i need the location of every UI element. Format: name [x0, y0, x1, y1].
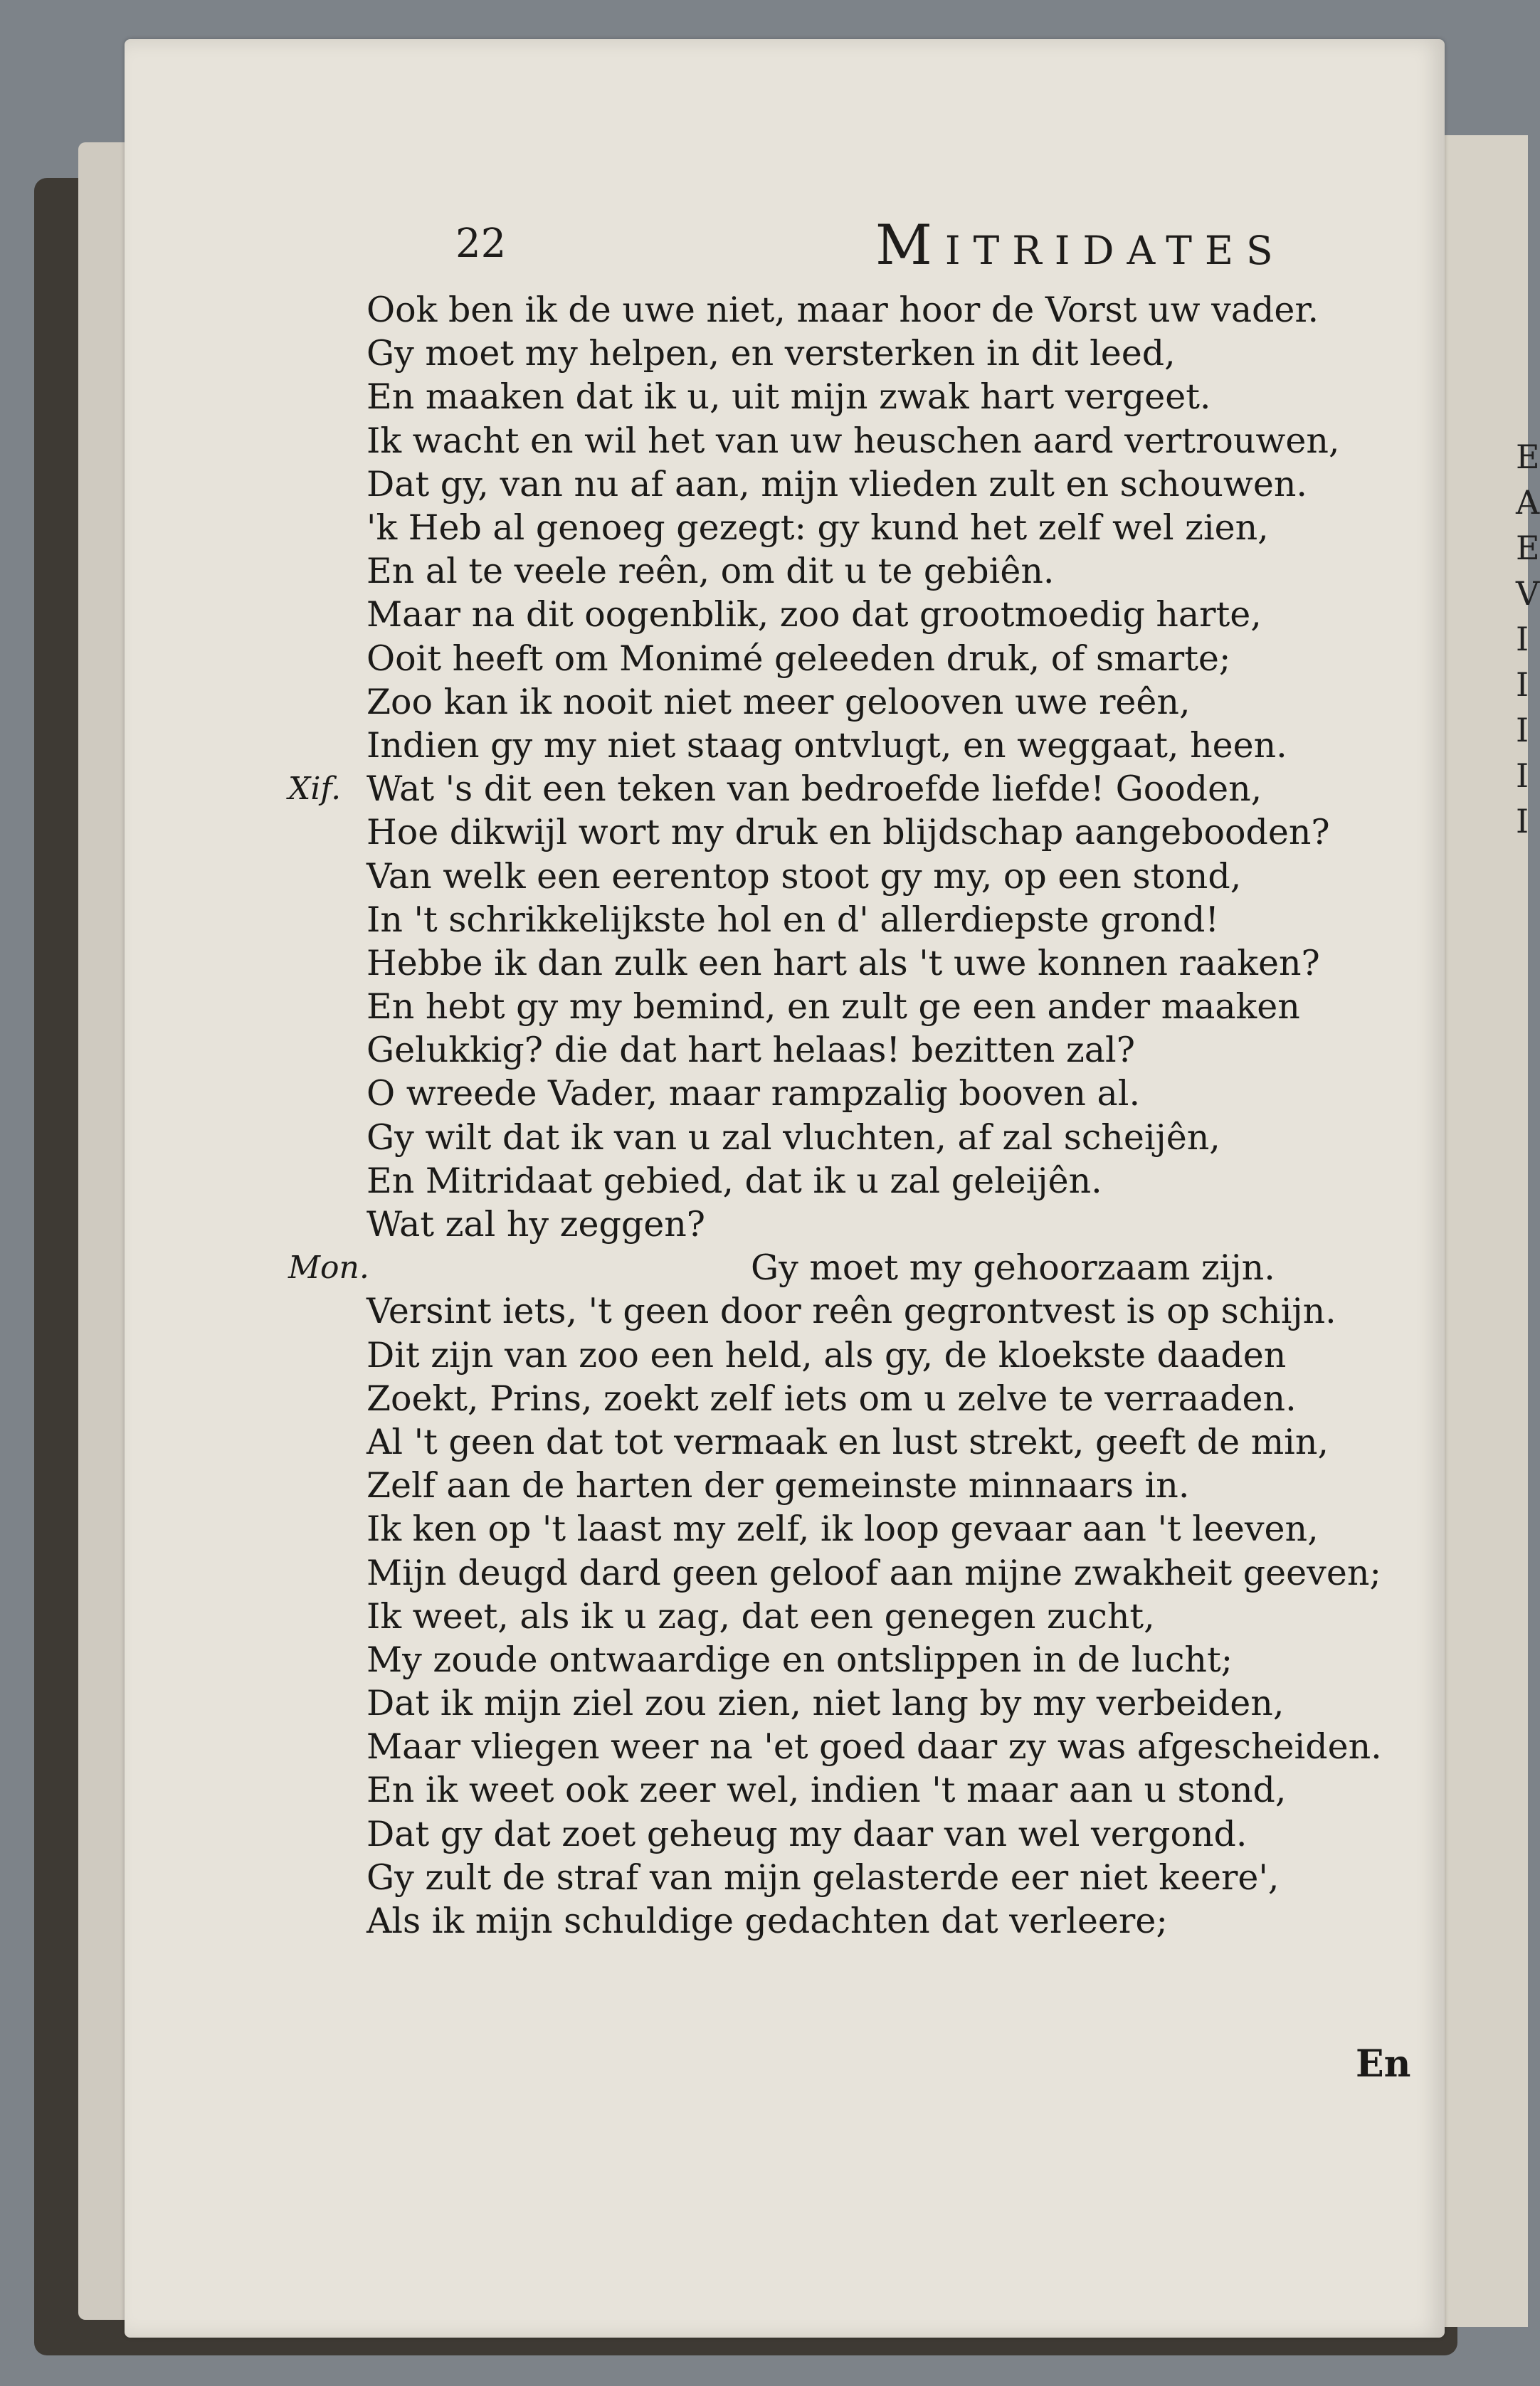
page-number: 22 — [455, 221, 507, 267]
verse-text — [288, 288, 1398, 1943]
verse-line — [288, 985, 1398, 1028]
verse-line-text: Hoe dikwijl wort my druk en blijdschap aangebooden? — [366, 812, 1330, 853]
verse-line — [288, 898, 1398, 941]
verse-line — [288, 1028, 1398, 1072]
verse-line-text: Zelf aan de harten der gemeinste minnaars in. — [366, 1465, 1190, 1506]
verse-line — [288, 1377, 1398, 1420]
verse-line — [288, 1507, 1398, 1551]
verse-line-text: En maaken dat ik u, uit mijn zwak hart vergeet. — [366, 376, 1211, 418]
verse-line-text: My zoude ontwaardige en ontslippen in de lucht; — [366, 1639, 1233, 1680]
verse-line-text: Indien gy my niet staag ontvlugt, en weggaat, heen. — [366, 724, 1287, 766]
verse-line-text: Versint iets, 't geen door reên gegrontvest is op schijn. — [366, 1291, 1336, 1332]
verse-line — [288, 1725, 1398, 1768]
verse-line — [288, 941, 1398, 985]
verse-line-text: Wat 's dit een teken van bedroefde liefde! Gooden, — [366, 769, 1262, 810]
verse-line-text: Maar vliegen weer na 'et goed daar zy was afgescheiden. — [366, 1726, 1382, 1768]
verse-line-text: Dat gy, van nu af aan, mijn vlieden zult en schouwen. — [366, 463, 1307, 505]
verse-line-text: In 't schrikkelijkste hol en d' allerdiepste grond! — [366, 899, 1220, 940]
verse-line — [288, 1159, 1398, 1203]
verse-line — [288, 463, 1398, 506]
verse-line — [288, 375, 1398, 418]
verse-line — [288, 1246, 1398, 1289]
verse-line-text: Gy moet my gehoorzaam zijn. — [751, 1247, 1275, 1289]
catchword: En — [1356, 2042, 1411, 2086]
verse-line-text: Zoo kan ik nooit niet meer gelooven uwe reên, — [366, 681, 1191, 722]
verse-line-text: Dat gy dat zoet geheug my daar van wel vergond. — [366, 1813, 1248, 1854]
verse-line-text: Gy zult de straf van mijn gelasterde eer niet keere', — [366, 1857, 1280, 1898]
facing-page-edge — [1445, 135, 1540, 2327]
verse-line-text: Ook ben ik de uwe niet, maar hoor de Vorst uw vader. — [366, 290, 1319, 331]
verse-line-text: Dat ik mijn ziel zou zien, niet lang by my verbeiden, — [366, 1683, 1285, 1724]
verse-line — [288, 1072, 1398, 1115]
verse-line — [288, 1464, 1398, 1507]
verse-line-text: Ik weet, als ik u zag, dat een genegen zucht, — [366, 1595, 1155, 1637]
verse-line — [288, 1856, 1398, 1899]
running-title: Mitridates — [875, 213, 1286, 278]
verse-line-text: Wat zal hy zeggen? — [366, 1204, 706, 1245]
verse-line-text: Al 't geen dat tot vermaak en lust strekt, geeft de min, — [366, 1421, 1329, 1462]
verse-line-text: Dit zijn van zoo een held, als gy, de kloekste daaden — [366, 1334, 1287, 1376]
verse-line — [288, 1420, 1398, 1464]
verse-line-text: Ooit heeft om Monimé geleeden druk, of smarte; — [366, 638, 1231, 679]
verse-line-text: Als ik mijn schuldige gedachten dat verleere; — [366, 1901, 1168, 1942]
verse-line — [288, 1551, 1398, 1594]
verse-line — [288, 1638, 1398, 1682]
verse-line — [288, 1203, 1398, 1246]
verse-line-text: Ik ken op 't laast my zelf, ik loop gevaar aan 't leeven, — [366, 1509, 1319, 1550]
verse-line — [288, 1116, 1398, 1159]
verse-line-text: En al te veele reên, om dit u te gebiên. — [366, 551, 1055, 592]
verse-line — [288, 854, 1398, 897]
speaker-label: Xif. — [288, 771, 342, 808]
verse-line-text: Maar na dit oogenblik, zoo dat grootmoedig harte, — [366, 594, 1262, 635]
verse-line — [288, 506, 1398, 549]
verse-line — [288, 637, 1398, 680]
verse-line-text: Zoekt, Prins, zoekt zelf iets om u zelve te verraaden. — [366, 1378, 1297, 1419]
verse-line-text: Hebbe ik dan zulk een hart als 't uwe konnen raaken? — [366, 942, 1320, 983]
verse-line — [288, 1682, 1398, 1725]
verse-line — [288, 1595, 1398, 1638]
verse-line — [288, 767, 1398, 811]
verse-line-text: 'k Heb al genoeg gezegt: gy kund het zelf wel zien, — [366, 507, 1269, 549]
verse-line — [288, 811, 1398, 854]
verse-line — [288, 1289, 1398, 1333]
verse-line — [288, 724, 1398, 767]
verse-line-text: O wreede Vader, maar rampzalig booven al. — [366, 1073, 1141, 1114]
verse-line — [288, 1768, 1398, 1812]
verse-line-text: En Mitridaat gebied, dat ik u zal geleijên. — [366, 1160, 1102, 1201]
page-header — [327, 213, 1324, 292]
verse-line — [288, 332, 1398, 375]
speaker-label: Mon. — [288, 1250, 369, 1287]
verse-line-text: Van welk een eerentop stoot gy my, op een stond, — [366, 855, 1242, 897]
verse-line-text: Gy wilt dat ik van u zal vluchten, af zal scheijên, — [366, 1117, 1220, 1158]
verse-line-text: Gelukkig? die dat hart helaas! bezitten zal? — [366, 1030, 1135, 1071]
verse-line — [288, 288, 1398, 332]
verse-line-text: Mijn deugd dard geen geloof aan mijne zwakheit geeven; — [366, 1552, 1381, 1593]
verse-line — [288, 680, 1398, 724]
verse-line-text: Gy moet my helpen, en versterken in dit leed, — [366, 333, 1176, 374]
verse-line — [288, 549, 1398, 593]
verse-line-text: En hebt gy my bemind, en zult ge een ander maaken — [366, 986, 1300, 1028]
verse-line — [288, 1334, 1398, 1377]
verse-line-text: Ik wacht en wil het van uw heuschen aard vertrouwen, — [366, 420, 1340, 461]
verse-line-text: En ik weet ook zeer wel, indien 't maar aan u stond, — [366, 1770, 1287, 1811]
verse-line — [288, 593, 1398, 636]
verse-line — [288, 1812, 1398, 1856]
verse-line — [288, 419, 1398, 463]
verse-line — [288, 1899, 1398, 1943]
facing-page-letters: E A E V I I I I I — [1516, 438, 1540, 840]
